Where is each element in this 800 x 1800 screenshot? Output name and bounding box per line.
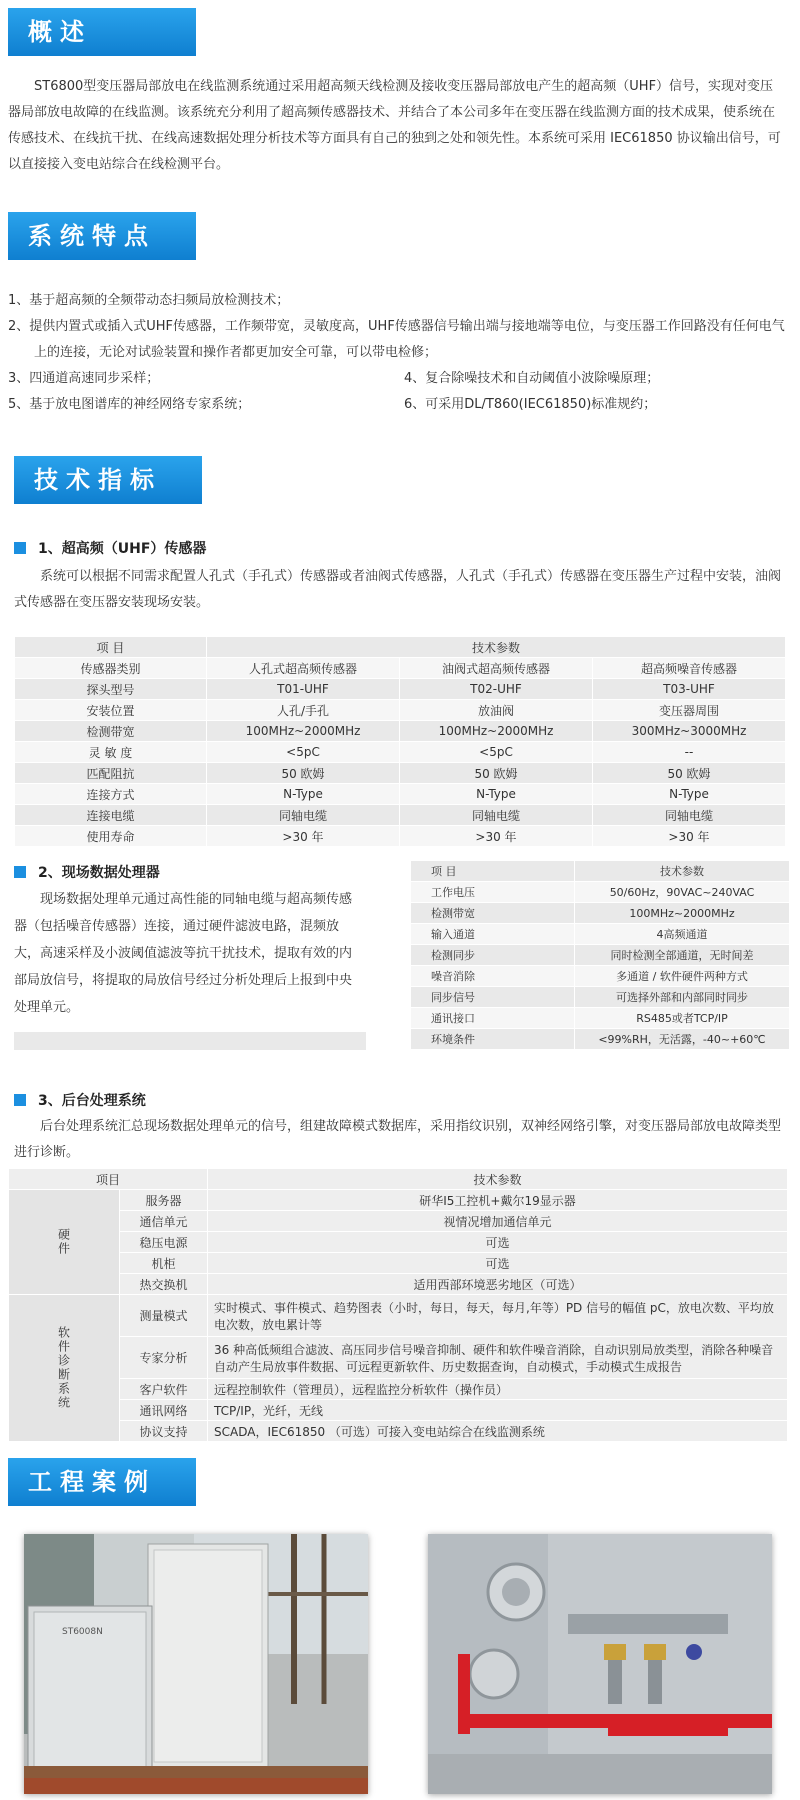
table-cell: 变压器周围 (593, 700, 786, 721)
table-cell: 视情况增加通信单元 (208, 1211, 788, 1232)
processor-heading-text: 2、现场数据处理器 (38, 865, 160, 881)
table-cell: 检测带宽 (411, 903, 575, 924)
table-cell: N-Type (207, 784, 400, 805)
table-row (9, 1400, 788, 1421)
processor-paragraph: 现场数据处理单元通过高性能的同轴电缆与超高频传感器（包括噪音传感器）连接，通过硬件滤波电路，混频放大，高速采样及小波阈值滤波等抗干扰技术，提取有效的内部局放信号，将提取的局放信号经过分析处理后上报到中央处理单元。 (14, 892, 353, 1015)
table-row (411, 882, 790, 903)
table-cell: 实时模式、事件模式、趋势图表（小时，每日，每天，每月,年等）PD 信号的幅值 pC，放电次数、平均放电次数，放电累计等 (208, 1295, 788, 1337)
backend-spec-table (8, 1168, 788, 1442)
table-row (15, 805, 786, 826)
table-cell: 专家分析 (120, 1337, 208, 1379)
table-cell: 检测同步 (411, 945, 575, 966)
table-cell: 50 欧姆 (400, 763, 593, 784)
feature-item-4: 4、复合除噪技术和自动阈值小波除噪原理； (404, 371, 660, 386)
table-cell: <99%RH，无活露，-40~+60℃ (575, 1029, 790, 1050)
table-header-cell: 技术参数 (575, 861, 790, 882)
table-cell: 工作电压 (411, 882, 575, 903)
table-row (9, 1190, 788, 1211)
table-cell: 人孔/手孔 (207, 700, 400, 721)
table-row (411, 966, 790, 987)
table-cell: RS485或者TCP/IP (575, 1008, 790, 1029)
table-cell: 适用西部环境恶劣地区（可选） (208, 1274, 788, 1295)
table-cell: 超高频噪音传感器 (593, 658, 786, 679)
table-row (15, 700, 786, 721)
table-cell: 4高频通道 (575, 924, 790, 945)
table-cell: 300MHz~3000MHz (593, 721, 786, 742)
table-cell: 100MHz~2000MHz (207, 721, 400, 742)
feature-item-6: 6、可采用DL/T860(IEC61850)标准规约； (404, 397, 657, 412)
table-cell: 远程控制软件（管理员），远程监控分析软件（操作员） (208, 1379, 788, 1400)
feature-item-1: 1、基于超高频的全频带动态扫频局放检测技术； (8, 293, 290, 308)
cases-banner: 工程案例 (8, 1458, 196, 1506)
table-row (15, 658, 786, 679)
table-cell: 服务器 (120, 1190, 208, 1211)
table-cell: T02-UHF (400, 679, 593, 700)
table-cell: 通讯接口 (411, 1008, 575, 1029)
table-cell: 油阀式超高频传感器 (400, 658, 593, 679)
table-cell: 连接方式 (15, 784, 207, 805)
table-cell: 匹配阻抗 (15, 763, 207, 784)
table-header-cell: 项 目 (15, 637, 207, 658)
square-bullet-icon (14, 542, 26, 554)
table-cell: >30 年 (207, 826, 400, 847)
table-row (9, 1253, 788, 1274)
table-header-cell: 技术参数 (208, 1169, 788, 1190)
table-cell: N-Type (400, 784, 593, 805)
table-row (15, 679, 786, 700)
table-header-cell: 项 目 (411, 861, 575, 882)
table-cell: 可选 (208, 1232, 788, 1253)
transformer-photo-illustration (428, 1534, 772, 1794)
overview-banner: 概述 (8, 8, 196, 56)
table-cell: 传感器类别 (15, 658, 207, 679)
table-row (15, 826, 786, 847)
processor-spec-table (410, 860, 790, 1050)
table-row (411, 987, 790, 1008)
table-cell: N-Type (593, 784, 786, 805)
table-cell: 100MHz~2000MHz (400, 721, 593, 742)
hardware-group-label: 硬件 (9, 1190, 120, 1295)
table-cell: 多通道 / 软件硬件两种方式 (575, 966, 790, 987)
table-cell: 同时检测全部通道，无时间差 (575, 945, 790, 966)
square-bullet-icon (14, 1094, 26, 1106)
processor-divider (14, 1032, 366, 1050)
table-cell: 可选择外部和内部同时同步 (575, 987, 790, 1008)
table-header-row (15, 637, 786, 658)
table-cell: 50/60Hz，90VAC~240VAC (575, 882, 790, 903)
table-cell: 机柜 (120, 1253, 208, 1274)
table-cell: 100MHz~2000MHz (575, 903, 790, 924)
table-cell: 热交换机 (120, 1274, 208, 1295)
table-cell: 灵 敏 度 (15, 742, 207, 763)
table-header-cell: 项目 (9, 1169, 208, 1190)
table-cell: 50 欧姆 (593, 763, 786, 784)
uhf-paragraph: 系统可以根据不同需求配置人孔式（手孔式）传感器或者油阀式传感器，人孔式（手孔式）传感器在变压器生产过程中安装，油阀式传感器在变压器安装现场安装。 (14, 569, 782, 610)
table-row (9, 1211, 788, 1232)
overview-paragraph: ST6800型变压器局部放电在线监测系统通过采用超高频天线检测及接收变压器局部放电产生的超高频（UHF）信号，实现对变压器局部放电故障的在线监测。该系统充分利用了超高频传感器技术、并结合了本公司多年在变压器在线监测方面的技术成果，使系统在传感技术、在线抗干扰、在线高速数据处理分析技术等方面具有自己的独到之处和领先性。本系统可采用 IEC61850 协议输出信号，可以直接接入变电站综合在线检测平台。 (8, 79, 781, 172)
table-cell: 研华I5工控机+戴尔19显示器 (208, 1190, 788, 1211)
case-photo-cabinet (24, 1534, 368, 1794)
table-row (9, 1337, 788, 1379)
table-cell: 连接电缆 (15, 805, 207, 826)
processor-heading (14, 862, 160, 882)
table-row (411, 924, 790, 945)
table-row (15, 763, 786, 784)
software-group-label: 软件诊断系统 (9, 1295, 120, 1442)
table-row (411, 945, 790, 966)
table-row (411, 903, 790, 924)
square-bullet-icon (14, 866, 26, 878)
table-row (9, 1421, 788, 1442)
specs-banner: 技术指标 (14, 456, 202, 504)
table-cell: <5pC (207, 742, 400, 763)
table-cell: 同轴电缆 (593, 805, 786, 826)
cabinet-photo-illustration (24, 1534, 368, 1794)
table-cell: 同步信号 (411, 987, 575, 1008)
table-header-row (411, 861, 790, 882)
uhf-heading (14, 538, 206, 558)
table-cell: 同轴电缆 (400, 805, 593, 826)
backend-heading (14, 1090, 146, 1110)
table-row (15, 721, 786, 742)
table-cell: >30 年 (400, 826, 593, 847)
table-row (9, 1274, 788, 1295)
feature-item-2: 2、提供内置式或插入式UHF传感器，工作频带宽，灵敏度高，UHF传感器信号输出端与接地端等电位，与变压器工作回路没有任何电气上的连接，无论对试验装置和操作者都更加安全可靠，可以带电检修； (8, 319, 785, 360)
features-banner: 系统特点 (8, 212, 196, 260)
table-cell: >30 年 (593, 826, 786, 847)
table-cell: 环境条件 (411, 1029, 575, 1050)
table-row (15, 784, 786, 805)
table-cell: SCADA，IEC61850 （可选）可接入变电站综合在线监测系统 (208, 1421, 788, 1442)
table-cell: TCP/IP，光纤，无线 (208, 1400, 788, 1421)
table-cell: 稳压电源 (120, 1232, 208, 1253)
table-cell: 通信单元 (120, 1211, 208, 1232)
table-cell: 输入通道 (411, 924, 575, 945)
table-cell: 放油阀 (400, 700, 593, 721)
table-row (9, 1379, 788, 1400)
cabinet-model-label: ST6008N (62, 1627, 103, 1637)
uhf-heading-text: 1、超高频（UHF）传感器 (38, 541, 207, 557)
table-cell: 通讯网络 (120, 1400, 208, 1421)
table-cell: 安装位置 (15, 700, 207, 721)
table-cell: 使用寿命 (15, 826, 207, 847)
backend-heading-text: 3、后台处理系统 (38, 1093, 146, 1109)
table-cell: 探头型号 (15, 679, 207, 700)
table-cell: -- (593, 742, 786, 763)
table-row (15, 742, 786, 763)
table-cell: 协议支持 (120, 1421, 208, 1442)
table-cell: 同轴电缆 (207, 805, 400, 826)
table-row (9, 1232, 788, 1253)
table-cell: 人孔式超高频传感器 (207, 658, 400, 679)
table-cell: 可选 (208, 1253, 788, 1274)
table-row (9, 1295, 788, 1337)
table-row (411, 1008, 790, 1029)
table-header-row (9, 1169, 788, 1190)
table-cell: 检测带宽 (15, 721, 207, 742)
table-cell: T03-UHF (593, 679, 786, 700)
backend-paragraph: 后台处理系统汇总现场数据处理单元的信号，组建故障模式数据库，采用指纹识别，双神经网络引擎，对变压器局部放电故障类型进行诊断。 (14, 1119, 782, 1160)
table-cell: 50 欧姆 (207, 763, 400, 784)
table-cell: 36 种高低频组合滤波、高压同步信号噪音抑制、硬件和软件噪音消除，自动识别局放类型，消除各种噪音自动产生局放事件数据、可远程更新软件、历史数据查询，自动模式，手动模式生成报告 (208, 1337, 788, 1379)
table-header-cell: 技术参数 (207, 637, 786, 658)
uhf-spec-table (14, 636, 786, 847)
table-cell: T01-UHF (207, 679, 400, 700)
feature-item-3: 3、四通道高速同步采样； (8, 371, 160, 386)
table-cell: 测量模式 (120, 1295, 208, 1337)
table-row (411, 1029, 790, 1050)
table-cell: <5pC (400, 742, 593, 763)
feature-item-5: 5、基于放电图谱库的神经网络专家系统； (8, 397, 251, 412)
case-photo-transformer (428, 1534, 772, 1794)
table-cell: 客户软件 (120, 1379, 208, 1400)
table-cell: 噪音消除 (411, 966, 575, 987)
